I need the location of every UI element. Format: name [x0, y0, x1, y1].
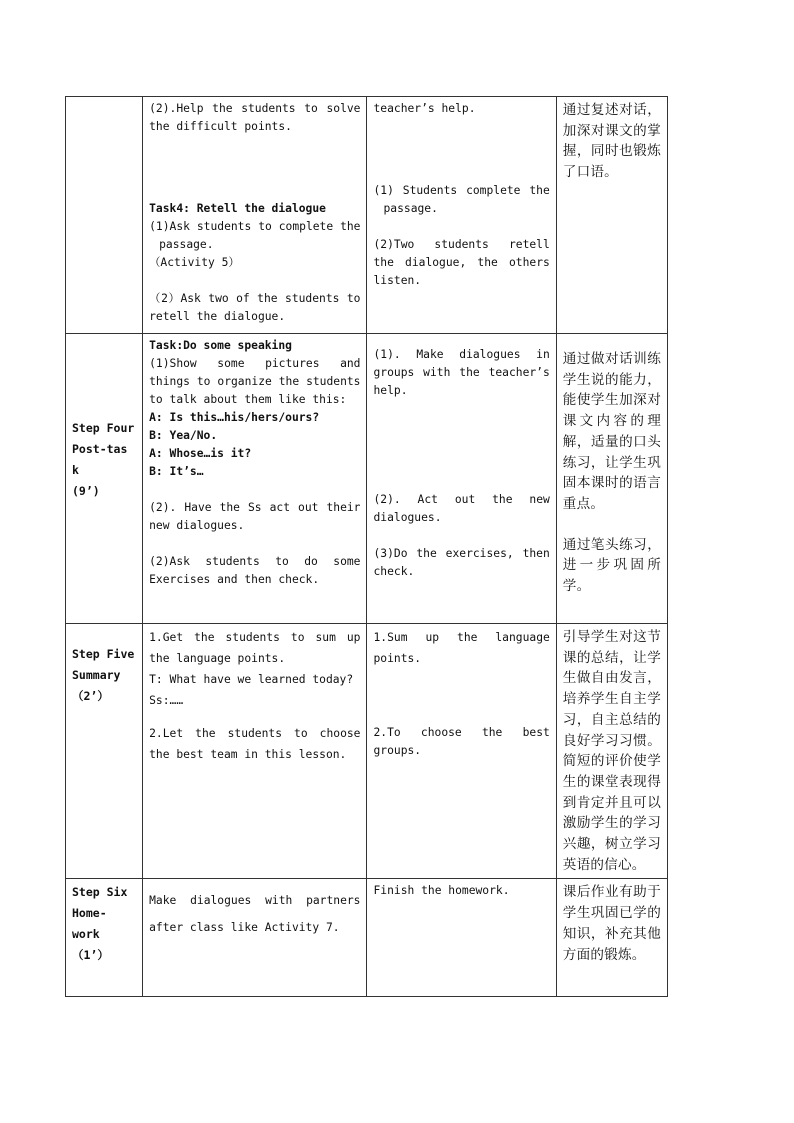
- intent-text: 引导学生对这节课的总结，让学生做自由发言，培养学生自主学习，自主总结的良好学习习惯。简短的评价使学生的课堂表现得到肯定并且可以激励学生的学习兴趣，树立学习英语的信心。: [562, 629, 661, 873]
- teacher-activity-cell: [143, 624, 367, 879]
- teacher-activity-cell: [143, 97, 367, 334]
- student-text: (2)Two students retell the dialogue, the others listen.: [373, 238, 550, 287]
- task-title: Task4: Retell the dialogue: [149, 202, 326, 215]
- student-activity-cell: [367, 624, 556, 879]
- student-text: Finish the homework.: [373, 884, 510, 898]
- step-label: k: [72, 463, 79, 477]
- teacher-text: 2.Let the students to choose the best team in this lesson.: [149, 727, 361, 761]
- step-cell: [66, 334, 143, 624]
- teacher-text: (2)Ask students to do some Exercises and then check.: [149, 555, 361, 586]
- intent-text: 通过笔头练习，进一步巩固所学。: [562, 536, 661, 595]
- step-label: Post-tas: [72, 442, 128, 456]
- teacher-text: (1)Ask students to complete the passage.: [149, 220, 361, 251]
- step-label: work: [72, 927, 100, 942]
- step-cell: [66, 97, 143, 334]
- teacher-text: (2). Have the Ss act out their new dialogues.: [149, 501, 361, 532]
- step-cell: [66, 624, 143, 879]
- teacher-text: Make dialogues with partners after class like Activity 7.: [149, 894, 361, 935]
- step-label: Step Five: [72, 647, 135, 661]
- lesson-plan-table: [65, 96, 668, 997]
- table-row: [66, 97, 668, 334]
- dialogue-line: B: It’s…: [149, 465, 204, 478]
- design-intent-cell: [556, 624, 667, 879]
- teacher-text: T: What have we learned today?: [149, 673, 354, 686]
- student-text: teacher’s help.: [373, 102, 476, 115]
- teacher-text: (2).Help the students to solve the difficult points.: [149, 102, 361, 133]
- step-label: Step Four: [72, 421, 135, 435]
- design-intent-cell: [556, 879, 667, 997]
- intent-text: 通过复述对话，加深对课文的掌握，同时也锻炼了口语。: [562, 102, 661, 181]
- design-intent-cell: [556, 334, 667, 624]
- step-label: Step Six: [72, 885, 128, 900]
- intent-text: 通过做对话训练学生说的能力，能使学生加深对课文内容的理解，适量的口头练习，让学生巩固本课时的语言重点。: [562, 351, 661, 512]
- table-row: [66, 879, 668, 997]
- student-text: 1.Sum up the language points.: [373, 631, 550, 665]
- student-activity-cell: [367, 879, 556, 997]
- teacher-text: （Activity 5）: [149, 256, 240, 269]
- teacher-activity-cell: [143, 879, 367, 997]
- dialogue-line: B: Yea/No.: [149, 429, 218, 442]
- teacher-text: Ss:……: [149, 694, 184, 707]
- teacher-activity-cell: [143, 334, 367, 624]
- intent-text: 课后作业有助于学生巩固已学的知识，补充其他方面的锻炼。: [562, 884, 661, 963]
- student-text: (3)Do the exercises, then check.: [373, 547, 550, 578]
- step-time: (9’): [72, 484, 100, 498]
- teacher-text: 1.Get the students to sum up the language points.: [149, 631, 361, 665]
- student-text: (2). Act out the new dialogues.: [373, 493, 550, 524]
- step-time: （2’）: [72, 689, 109, 703]
- table-row: [66, 334, 668, 624]
- step-time: （1’）: [72, 948, 109, 963]
- student-text: 2.To choose the best groups.: [373, 726, 550, 757]
- student-text: (1) Students complete the passage.: [373, 184, 550, 215]
- step-cell: [66, 879, 143, 997]
- student-text: (1). Make dialogues in groups with the teacher’s help.: [373, 348, 550, 397]
- student-activity-cell: [367, 97, 556, 334]
- step-label: Home-: [72, 906, 107, 921]
- teacher-text: (1)Show some pictures and things to organize the students to talk about them like this:: [149, 357, 361, 406]
- dialogue-line: A: Whose…is it?: [149, 447, 252, 460]
- dialogue-line: A: Is this…his/hers/ours?: [149, 411, 320, 424]
- table-row: [66, 624, 668, 879]
- student-activity-cell: [367, 334, 556, 624]
- teacher-text: （2）Ask two of the students to retell the dialogue.: [149, 292, 361, 323]
- design-intent-cell: [556, 97, 667, 334]
- step-label: Summary: [72, 668, 121, 682]
- task-title: Task:Do some speaking: [149, 339, 292, 352]
